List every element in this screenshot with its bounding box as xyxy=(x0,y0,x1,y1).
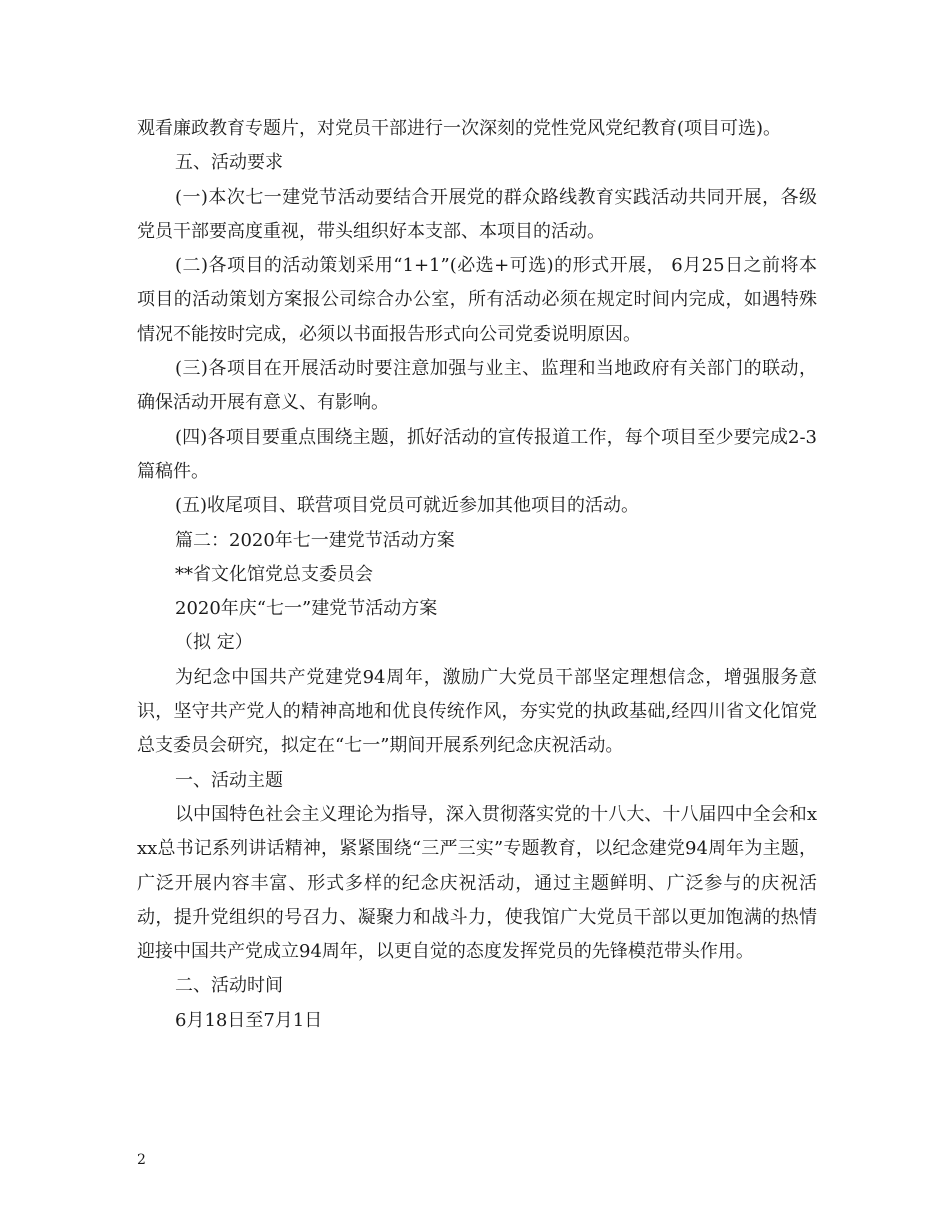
page-number: 2 xyxy=(137,1152,146,1168)
paragraph: (三)各项目在开展活动时要注意加强与业主、监理和当地政府有关部门的联动，确保活动开展有意义、有影响。 xyxy=(137,358,817,414)
date-range: 6月18日至7月1日 xyxy=(175,1009,323,1031)
paragraph: 以中国特色社会主义理论为指导，深入贯彻落实党的十八大、十八届四中全会和xxx总书记系列讲话精神，紧紧围绕“三严三实”专题教育，以纪念建党94周年为主题，广泛开展内容丰富、形式多样的纪念庆祝活动，通过主题鲜明、广泛参与的庆祝活动，提升党组织的号召力、凝聚力和战斗力，使我馆广大党员干部以更加饱满的热情迎接中国共产党成立94周年，以更自觉的态度发挥党员的先锋模范带头作用。 xyxy=(137,803,817,963)
section-heading: 五、活动要求 xyxy=(175,152,283,174)
organization-name: **省文化馆党总支委员会 xyxy=(175,563,373,585)
section-heading: 一、活动主题 xyxy=(175,769,283,791)
paragraph: (二)各项目的活动策划采用“1+1”(必选+可选)的形式开展， 6月25日之前将本项目的活动策划方案报公司综合办公室，所有活动必须在规定时间内完成，如遇特殊情况不能按时完成，必须以书面报告形式向公司党委说明原因。 xyxy=(137,255,817,345)
article-title: 篇二：2020年七一建党节活动方案 xyxy=(175,529,455,551)
section-heading: 二、活动时间 xyxy=(175,975,283,997)
plan-title: 2020年庆“七一”建党节活动方案 xyxy=(175,598,438,620)
draft-note: （拟 定） xyxy=(175,632,253,654)
paragraph: 观看廉政教育专题片，对党员干部进行一次深刻的党性党风党纪教育(项目可选)。 xyxy=(137,118,782,139)
paragraph: (四)各项目要重点围绕主题，抓好活动的宣传报道工作，每个项目至少要完成2-3篇稿件。 xyxy=(137,426,817,482)
paragraph: (一)本次七一建党节活动要结合开展党的群众路线教育实践活动共同开展，各级党员干部要高度重视，带头组织好本支部、本项目的活动。 xyxy=(137,186,817,242)
paragraph: 为纪念中国共产党建党94周年，激励广大党员干部坚定理想信念，增强服务意识，坚守共产党人的精神高地和优良传统作风，夯实党的执政基础,经四川省文化馆党总支委员会研究，拟定在“七一”期间开展系列纪念庆祝活动。 xyxy=(137,666,817,757)
paragraph: (五)收尾项目、联营项目党员可就近参加其他项目的活动。 xyxy=(175,495,640,517)
document-body xyxy=(137,112,817,1038)
